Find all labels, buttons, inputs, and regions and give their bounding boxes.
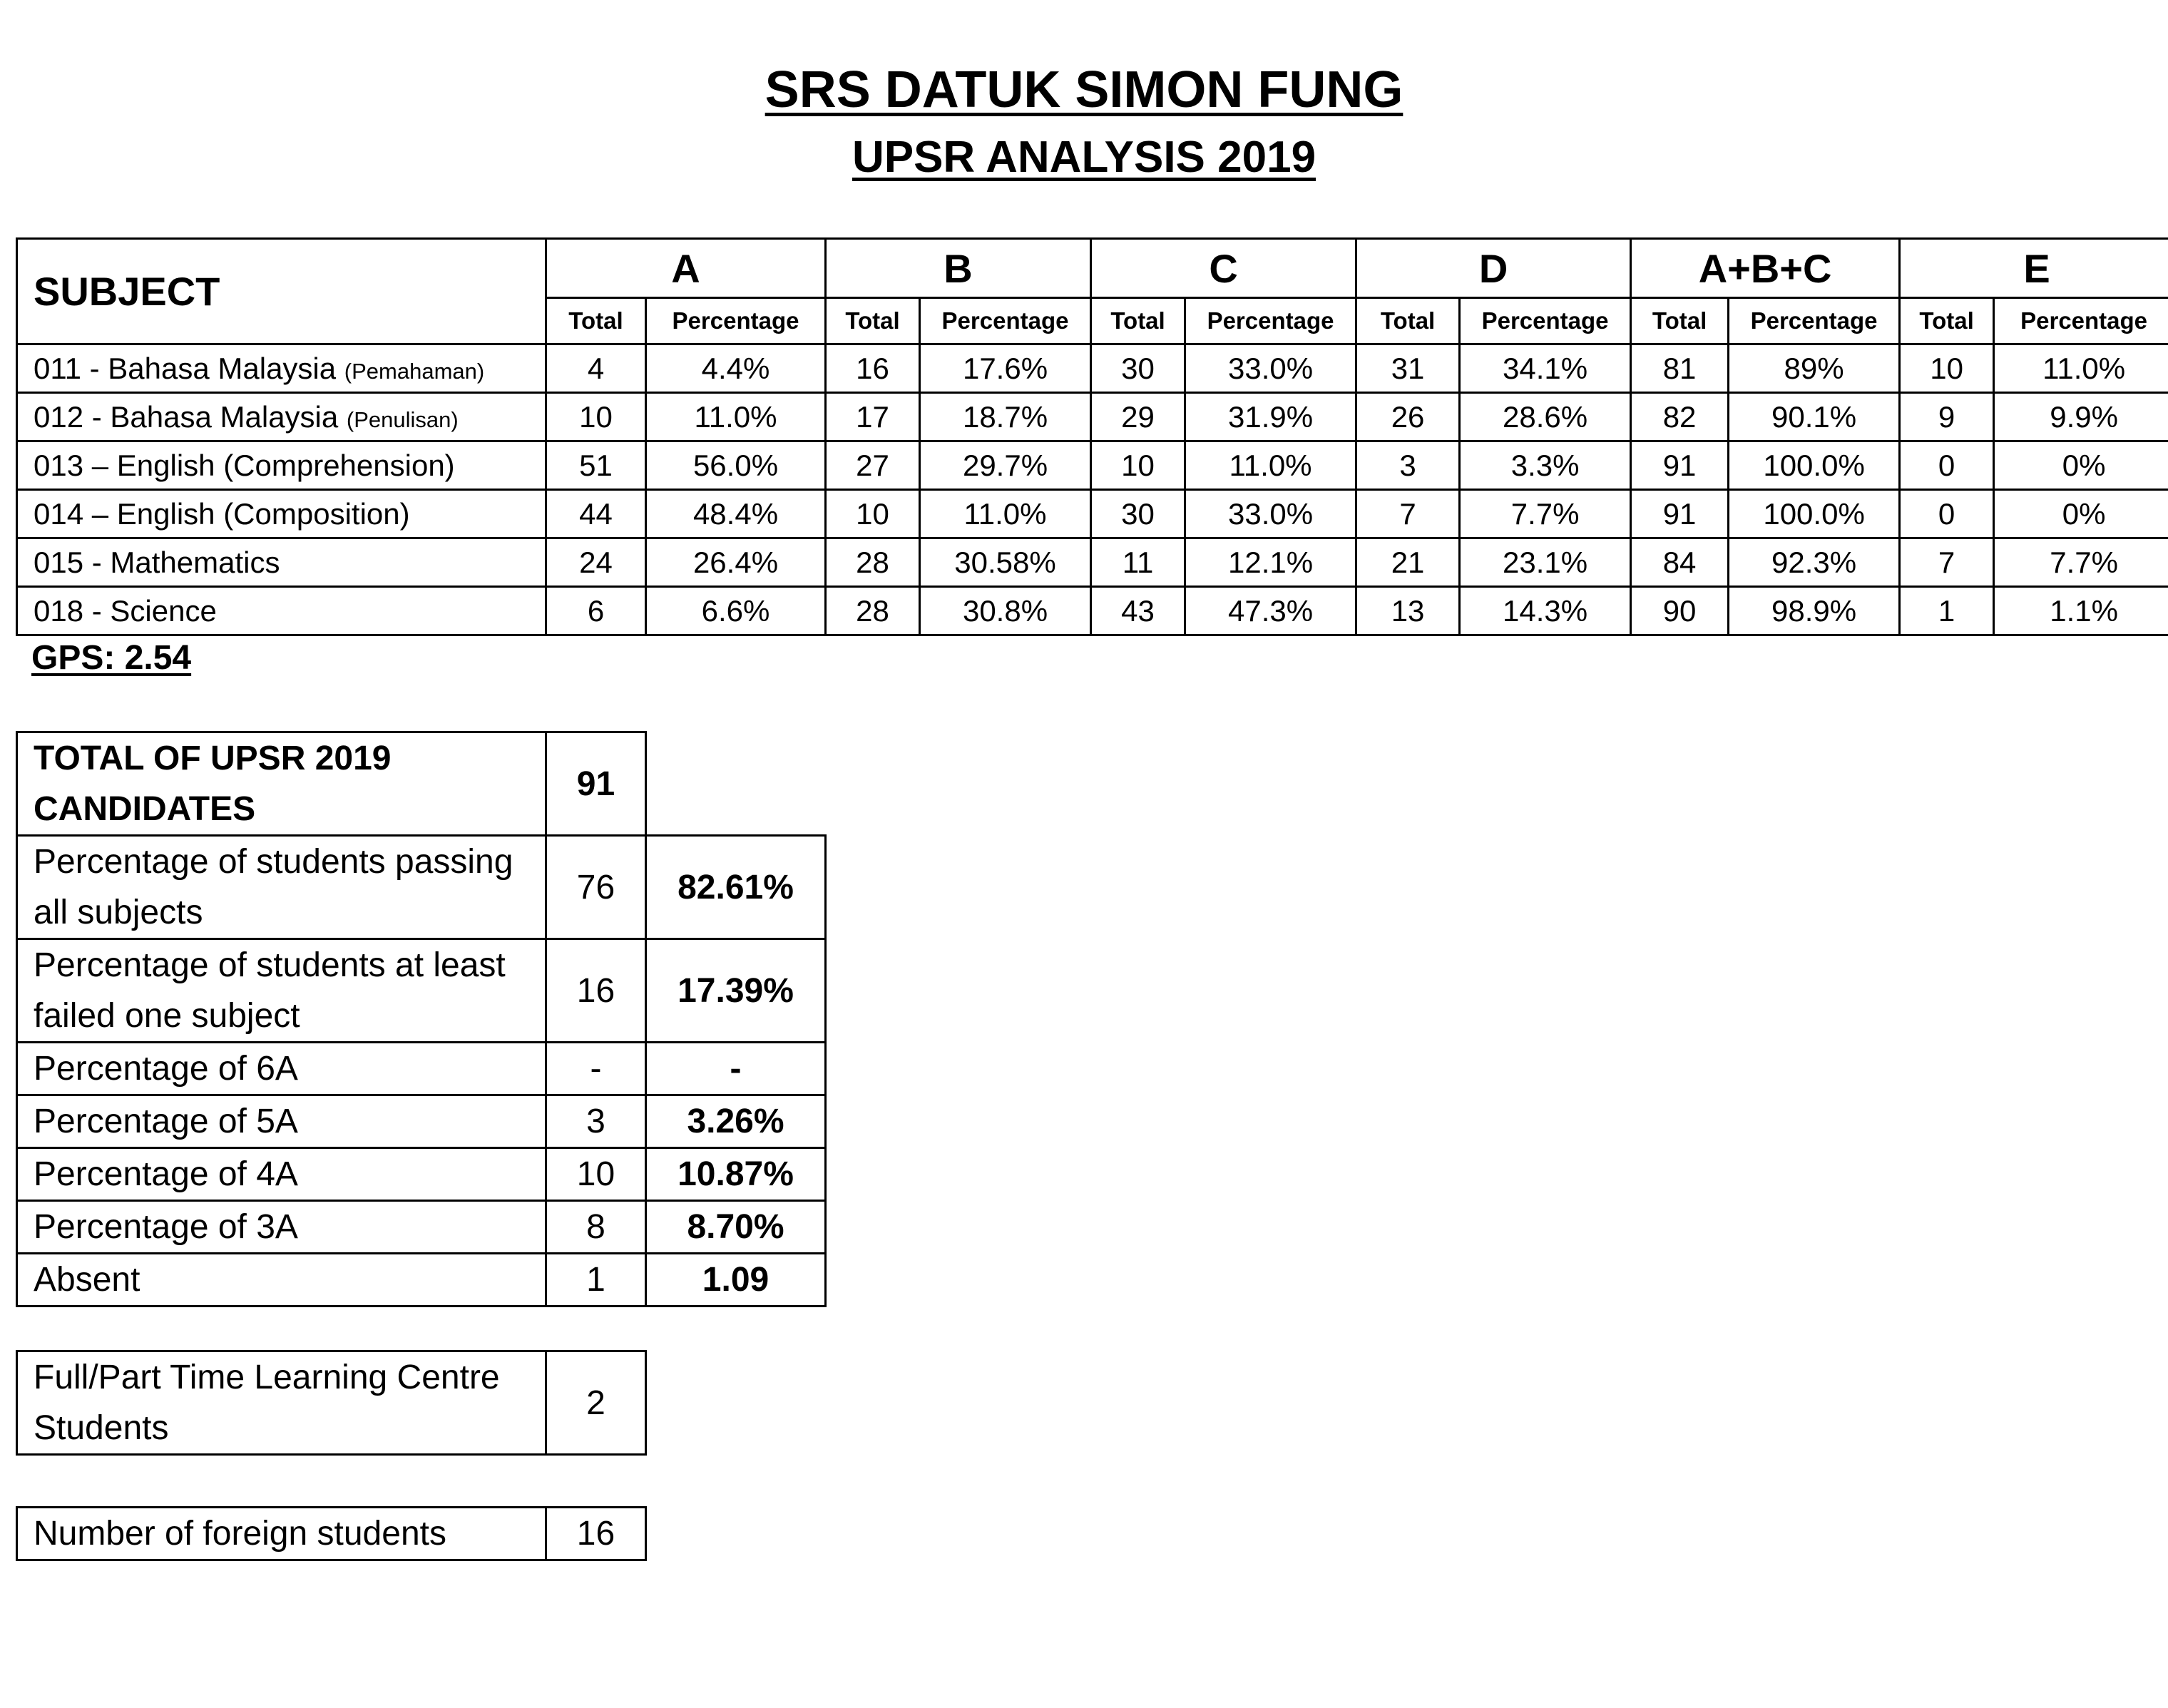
- total-cell: 0: [1900, 441, 1994, 490]
- stats-percentage: 17.39%: [646, 939, 826, 1043]
- total-header: Total: [546, 298, 646, 344]
- percentage-header: Percentage: [1994, 298, 2168, 344]
- total-header: Total: [1091, 298, 1185, 344]
- title-block: [0, 56, 2168, 191]
- stats-label: Percentage of students at least failed one subject: [17, 939, 546, 1043]
- percentage-cell: 31.9%: [1185, 393, 1356, 441]
- percentage-cell: 34.1%: [1460, 344, 1631, 393]
- percentage-cell: 3.3%: [1460, 441, 1631, 490]
- subject-header: SUBJECT: [17, 239, 546, 344]
- subject-label: 012 - Bahasa Malaysia: [34, 399, 339, 434]
- total-candidates-value: 91: [546, 732, 646, 836]
- stats-label: Percentage of 6A: [17, 1043, 546, 1095]
- total-cell: 28: [826, 538, 920, 587]
- total-cell: 91: [1631, 490, 1729, 538]
- foreign-students-table: [16, 1506, 647, 1561]
- percentage-cell: 0%: [1994, 490, 2168, 538]
- percentage-cell: 23.1%: [1460, 538, 1631, 587]
- percentage-cell: 12.1%: [1185, 538, 1356, 587]
- stats-count: 8: [546, 1201, 646, 1254]
- percentage-header: Percentage: [920, 298, 1091, 344]
- percentage-cell: 7.7%: [1994, 538, 2168, 587]
- learning-centre-table: [16, 1350, 647, 1456]
- total-cell: 30: [1091, 344, 1185, 393]
- percentage-cell: 47.3%: [1185, 587, 1356, 635]
- stats-label: Absent: [17, 1254, 546, 1306]
- gps-score: GPS: 2.54: [31, 639, 192, 677]
- grade-header-abc: A+B+C: [1631, 239, 1900, 298]
- stats-percentage: 1.09: [646, 1254, 826, 1306]
- page-subtitle: UPSR ANALYSIS 2019: [852, 133, 1316, 182]
- percentage-cell: 89%: [1729, 344, 1900, 393]
- total-cell: 91: [1631, 441, 1729, 490]
- stats-row: [17, 1254, 826, 1306]
- percentage-header: Percentage: [1729, 298, 1900, 344]
- percentage-cell: 11.0%: [1185, 441, 1356, 490]
- grade-header-e: E: [1900, 239, 2168, 298]
- total-cell: 1: [1900, 587, 1994, 635]
- total-cell: 10: [1900, 344, 1994, 393]
- total-cell: 82: [1631, 393, 1729, 441]
- stats-row: [17, 1148, 826, 1201]
- total-cell: 21: [1356, 538, 1460, 587]
- subject-name: [17, 587, 546, 635]
- total-cell: 7: [1356, 490, 1460, 538]
- subject-name: [17, 344, 546, 393]
- stats-count: 1: [546, 1254, 646, 1306]
- percentage-cell: 100.0%: [1729, 490, 1900, 538]
- total-header: Total: [1356, 298, 1460, 344]
- percentage-cell: 33.0%: [1185, 490, 1356, 538]
- stats-label: Percentage of students passing all subjects: [17, 836, 546, 939]
- total-cell: 27: [826, 441, 920, 490]
- percentage-cell: 14.3%: [1460, 587, 1631, 635]
- stats-count: 10: [546, 1148, 646, 1201]
- stats-row: [17, 836, 826, 939]
- total-cell: 9: [1900, 393, 1994, 441]
- subject-label: 011 - Bahasa Malaysia: [34, 351, 337, 385]
- percentage-cell: 33.0%: [1185, 344, 1356, 393]
- candidate-stats-table: [16, 731, 827, 1307]
- subject-note: (Penulisan): [346, 406, 459, 432]
- grade-header-c: C: [1091, 239, 1356, 298]
- learning-centre-value: 2: [546, 1351, 646, 1455]
- stats-percentage: 3.26%: [646, 1095, 826, 1148]
- percentage-header: Percentage: [1460, 298, 1631, 344]
- total-cell: 13: [1356, 587, 1460, 635]
- subject-label: 018 - Science: [34, 593, 217, 628]
- stats-row: [17, 1201, 826, 1254]
- stats-count: 16: [546, 939, 646, 1043]
- total-cell: 11: [1091, 538, 1185, 587]
- total-header: Total: [826, 298, 920, 344]
- percentage-cell: 11.0%: [646, 393, 826, 441]
- stats-percentage: 82.61%: [646, 836, 826, 939]
- percentage-cell: 7.7%: [1460, 490, 1631, 538]
- percentage-cell: 30.58%: [920, 538, 1091, 587]
- grade-header-d: D: [1356, 239, 1631, 298]
- percentage-cell: 100.0%: [1729, 441, 1900, 490]
- total-cell: 31: [1356, 344, 1460, 393]
- stats-row: [17, 1095, 826, 1148]
- total-cell: 7: [1900, 538, 1994, 587]
- percentage-cell: 6.6%: [646, 587, 826, 635]
- table-row: [17, 538, 2168, 587]
- total-cell: 17: [826, 393, 920, 441]
- foreign-students-label: Number of foreign students: [17, 1508, 546, 1560]
- percentage-cell: 4.4%: [646, 344, 826, 393]
- percentage-cell: 26.4%: [646, 538, 826, 587]
- learning-centre-row: [17, 1351, 646, 1455]
- stats-row: [17, 939, 826, 1043]
- total-cell: 30: [1091, 490, 1185, 538]
- subject-label: 015 - Mathematics: [34, 545, 280, 579]
- total-header: Total: [1631, 298, 1729, 344]
- total-cell: 16: [826, 344, 920, 393]
- subject-note: (Pemahaman): [344, 358, 485, 384]
- stats-count: -: [546, 1043, 646, 1095]
- total-cell: 44: [546, 490, 646, 538]
- stats-row: [17, 1043, 826, 1095]
- stats-label: Percentage of 4A: [17, 1148, 546, 1201]
- percentage-cell: 48.4%: [646, 490, 826, 538]
- grade-header-a: A: [546, 239, 826, 298]
- grade-header-b: B: [826, 239, 1091, 298]
- stats-percentage: -: [646, 1043, 826, 1095]
- percentage-cell: 17.6%: [920, 344, 1091, 393]
- percentage-cell: 92.3%: [1729, 538, 1900, 587]
- empty-cell: [646, 732, 826, 836]
- total-candidates-label: TOTAL OF UPSR 2019 CANDIDATES: [17, 732, 546, 836]
- percentage-cell: 98.9%: [1729, 587, 1900, 635]
- total-cell: 26: [1356, 393, 1460, 441]
- total-cell: 10: [826, 490, 920, 538]
- subject-results-table: [16, 237, 2168, 636]
- total-cell: 51: [546, 441, 646, 490]
- total-cell: 4: [546, 344, 646, 393]
- grade-header-row: [17, 239, 2168, 298]
- total-cell: 24: [546, 538, 646, 587]
- learning-centre-label: Full/Part Time Learning Centre Students: [17, 1351, 546, 1455]
- stats-count: 76: [546, 836, 646, 939]
- page-title: SRS DATUK SIMON FUNG: [765, 61, 1403, 118]
- percentage-header: Percentage: [1185, 298, 1356, 344]
- stats-count: 3: [546, 1095, 646, 1148]
- table-row: [17, 441, 2168, 490]
- total-cell: 28: [826, 587, 920, 635]
- total-cell: 10: [1091, 441, 1185, 490]
- total-cell: 29: [1091, 393, 1185, 441]
- percentage-cell: 90.1%: [1729, 393, 1900, 441]
- total-cell: 84: [1631, 538, 1729, 587]
- subject-name: [17, 490, 546, 538]
- percentage-cell: 1.1%: [1994, 587, 2168, 635]
- percentage-cell: 18.7%: [920, 393, 1091, 441]
- percentage-cell: 9.9%: [1994, 393, 2168, 441]
- total-cell: 90: [1631, 587, 1729, 635]
- total-candidates-row: [17, 732, 826, 836]
- percentage-cell: 56.0%: [646, 441, 826, 490]
- percentage-cell: 30.8%: [920, 587, 1091, 635]
- total-cell: 0: [1900, 490, 1994, 538]
- percentage-cell: 11.0%: [1994, 344, 2168, 393]
- stats-label: Percentage of 3A: [17, 1201, 546, 1254]
- total-cell: 43: [1091, 587, 1185, 635]
- subject-name: [17, 441, 546, 490]
- subject-rows: [17, 344, 2168, 635]
- table-row: [17, 587, 2168, 635]
- total-cell: 3: [1356, 441, 1460, 490]
- foreign-students-row: [17, 1508, 646, 1560]
- subject-name: [17, 538, 546, 587]
- table-row: [17, 344, 2168, 393]
- table-row: [17, 393, 2168, 441]
- total-header: Total: [1900, 298, 1994, 344]
- percentage-cell: 28.6%: [1460, 393, 1631, 441]
- subject-label: 014 – English (Composition): [34, 496, 410, 531]
- stats-percentage: 8.70%: [646, 1201, 826, 1254]
- total-cell: 81: [1631, 344, 1729, 393]
- total-cell: 10: [546, 393, 646, 441]
- percentage-cell: 0%: [1994, 441, 2168, 490]
- subject-name: [17, 393, 546, 441]
- percentage-cell: 29.7%: [920, 441, 1091, 490]
- percentage-cell: 11.0%: [920, 490, 1091, 538]
- stats-percentage: 10.87%: [646, 1148, 826, 1201]
- percentage-header: Percentage: [646, 298, 826, 344]
- total-cell: 6: [546, 587, 646, 635]
- table-row: [17, 490, 2168, 538]
- foreign-students-value: 16: [546, 1508, 646, 1560]
- stats-label: Percentage of 5A: [17, 1095, 546, 1148]
- subject-label: 013 – English (Comprehension): [34, 448, 455, 482]
